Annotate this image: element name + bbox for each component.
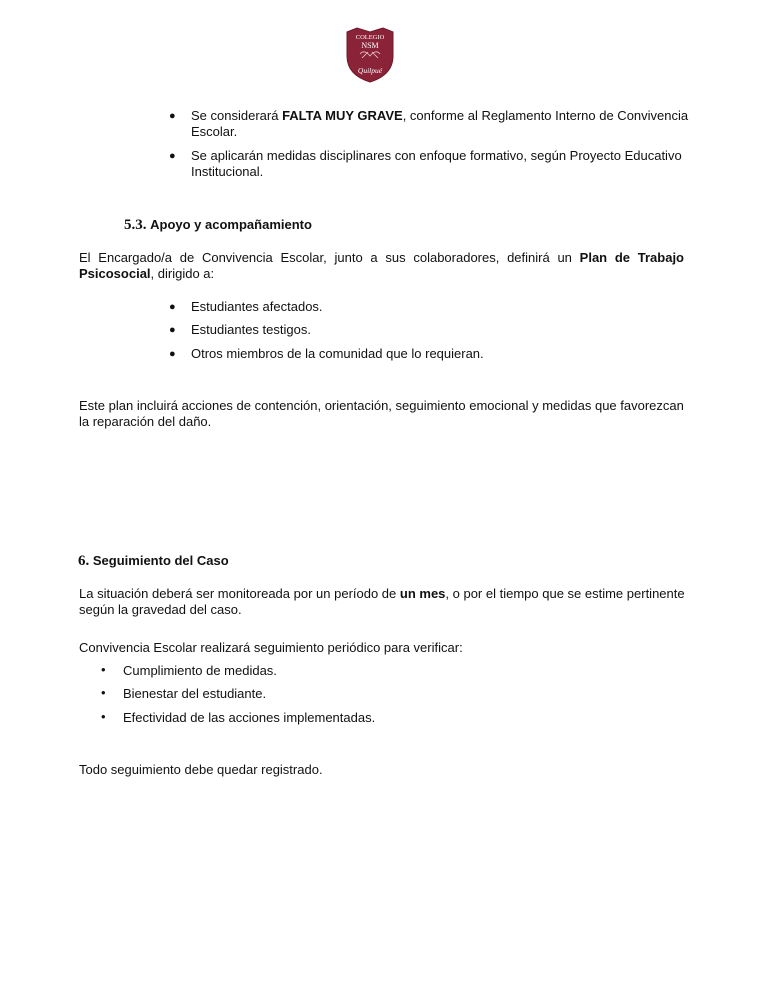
bullet-icon: ● xyxy=(169,348,176,360)
bullet-icon: • xyxy=(101,685,106,700)
paragraph-line: la reparación del daño. xyxy=(79,414,212,429)
list-item: Estudiantes testigos. xyxy=(191,322,311,337)
list-item: Cumplimiento de medidas. xyxy=(123,663,277,678)
section-title: Apoyo y acompañamiento xyxy=(150,217,312,232)
list-item: Bienestar del estudiante. xyxy=(123,686,267,701)
section-heading xyxy=(78,553,229,569)
school-logo xyxy=(343,26,397,84)
paragraph-line: La situación deberá ser monitoreada por un período de un mes, o por el tiempo que se estime pertinente xyxy=(79,586,685,601)
logo-text-colegio: COLEGIO xyxy=(355,34,385,41)
bullet-icon: • xyxy=(101,709,106,724)
paragraph-line: Todo seguimiento debe quedar registrado. xyxy=(79,762,323,777)
bullet-icon: • xyxy=(101,662,106,677)
list-item-continuation: Institucional. xyxy=(191,164,264,179)
section-heading xyxy=(124,217,312,233)
list-item: Se considerará FALTA MUY GRAVE, conforme al Reglamento Interno de Convivencia xyxy=(191,108,689,123)
bullet-icon: ● xyxy=(169,324,176,336)
list-item-continuation: Escolar. xyxy=(191,124,238,139)
section-number: 6. xyxy=(78,553,90,569)
paragraph-line: Convivencia Escolar realizará seguimiento periódico para verificar: xyxy=(79,640,463,655)
paragraph-line: Este plan incluirá acciones de contención, orientación, seguimiento emocional y medidas que favorezcan xyxy=(79,398,684,413)
list-item: Otros miembros de la comunidad que lo requieran. xyxy=(191,346,484,361)
logo-text-nsm: NSM xyxy=(361,41,379,50)
bullet-icon: ● xyxy=(169,150,176,162)
section-number: 5.3. xyxy=(124,217,147,233)
list-item: Estudiantes afectados. xyxy=(191,299,323,314)
paragraph-line: Psicosocial, dirigido a: xyxy=(79,266,215,281)
section-title: Seguimiento del Caso xyxy=(92,553,229,568)
school-crest-icon xyxy=(343,26,397,84)
paragraph-line: según la gravedad del caso. xyxy=(79,602,242,617)
bullet-icon: ● xyxy=(169,301,176,313)
logo-text-city: Quilpué xyxy=(357,66,383,75)
list-item: Efectividad de las acciones implementadas. xyxy=(123,710,376,725)
paragraph-line: El Encargado/a de Convivencia Escolar, junto a sus colaboradores, definirá un Plan de Trabajo xyxy=(79,250,684,265)
list-item: Se aplicarán medidas disciplinares con enfoque formativo, según Proyecto Educativo xyxy=(191,148,682,163)
bullet-icon: ● xyxy=(169,110,176,122)
